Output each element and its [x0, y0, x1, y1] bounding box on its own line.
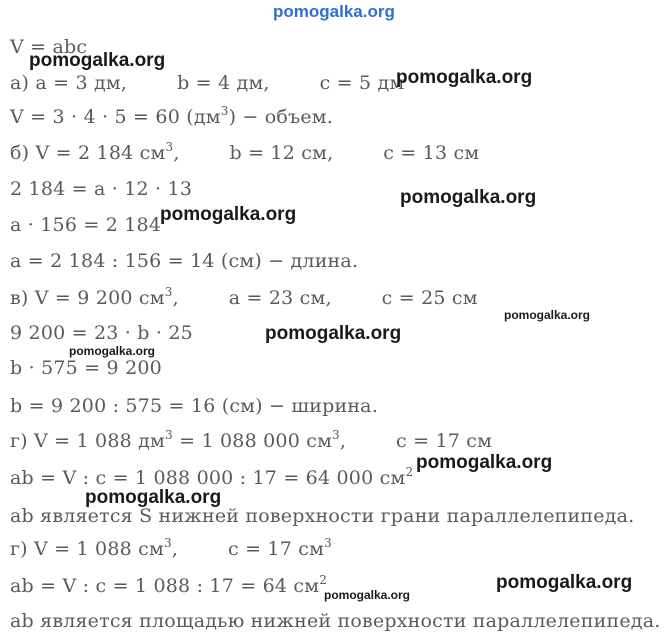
- part-c-given: в) V = 9 200 $см^3$, a = 23 см, c = 25 см: [10, 285, 478, 309]
- part-e-given: г) V = 1 088 $см^3$, c = 17 $см^3$: [10, 536, 332, 560]
- part-b-given: б) V = 2 184 $см^3$, b = 12 см, c = 13 см: [10, 140, 480, 164]
- watermark: pomogalka.org: [69, 344, 156, 358]
- watermark: pomogalka.org: [324, 588, 411, 602]
- watermark: pomogalka.org: [504, 308, 591, 322]
- watermark: pomogalka.org: [160, 204, 297, 225]
- watermark: pomogalka.org: [416, 452, 553, 473]
- part-c-step-2: b · 575 = 9 200: [10, 357, 162, 379]
- header-watermark: pomogalka.org: [273, 2, 395, 21]
- part-d-conclusion: ab является S нижней поверхности грани параллелепипеда.: [10, 505, 635, 527]
- watermark: pomogalka.org: [496, 572, 633, 593]
- part-c-result: b = 9 200 : 575 = 16 (см) − ширина.: [10, 395, 378, 417]
- watermark: pomogalka.org: [396, 67, 533, 88]
- watermark: pomogalka.org: [29, 50, 166, 71]
- part-b-result: a = 2 184 : 156 = 14 (см) − длина.: [10, 250, 359, 272]
- part-a-volume: V = 3 · 4 · 5 = 60 $(дм^3)$ − объем.: [10, 104, 334, 128]
- watermark: pomogalka.org: [85, 487, 222, 508]
- part-d-given: г) V = 1 088 $дм^3 = 1$ 088 000 $см^3$, c = 17 см: [10, 428, 493, 452]
- part-b-step-2: a · 156 = 2 184: [10, 214, 162, 236]
- formula-line: V = abc: [10, 36, 88, 58]
- part-e-conclusion: ab является площадью нижней поверхности параллелепипеда.: [10, 610, 661, 632]
- part-b-step-1: 2 184 = a · 12 · 13: [10, 178, 193, 200]
- watermark: pomogalka.org: [400, 187, 537, 208]
- part-c-step-1: 9 200 = 23 · b · 25: [10, 322, 193, 344]
- part-a-given: а) a = 3 дм, b = 4 дм, c = 5 дм: [10, 72, 405, 94]
- part-e-area: ab = V : c = 1 088 : 17 = 64 $см^2$: [10, 573, 328, 597]
- watermark: pomogalka.org: [265, 323, 402, 344]
- part-d-area: ab = V : c = 1 088 000 : 17 = 64 000 $см^2$: [10, 465, 414, 489]
